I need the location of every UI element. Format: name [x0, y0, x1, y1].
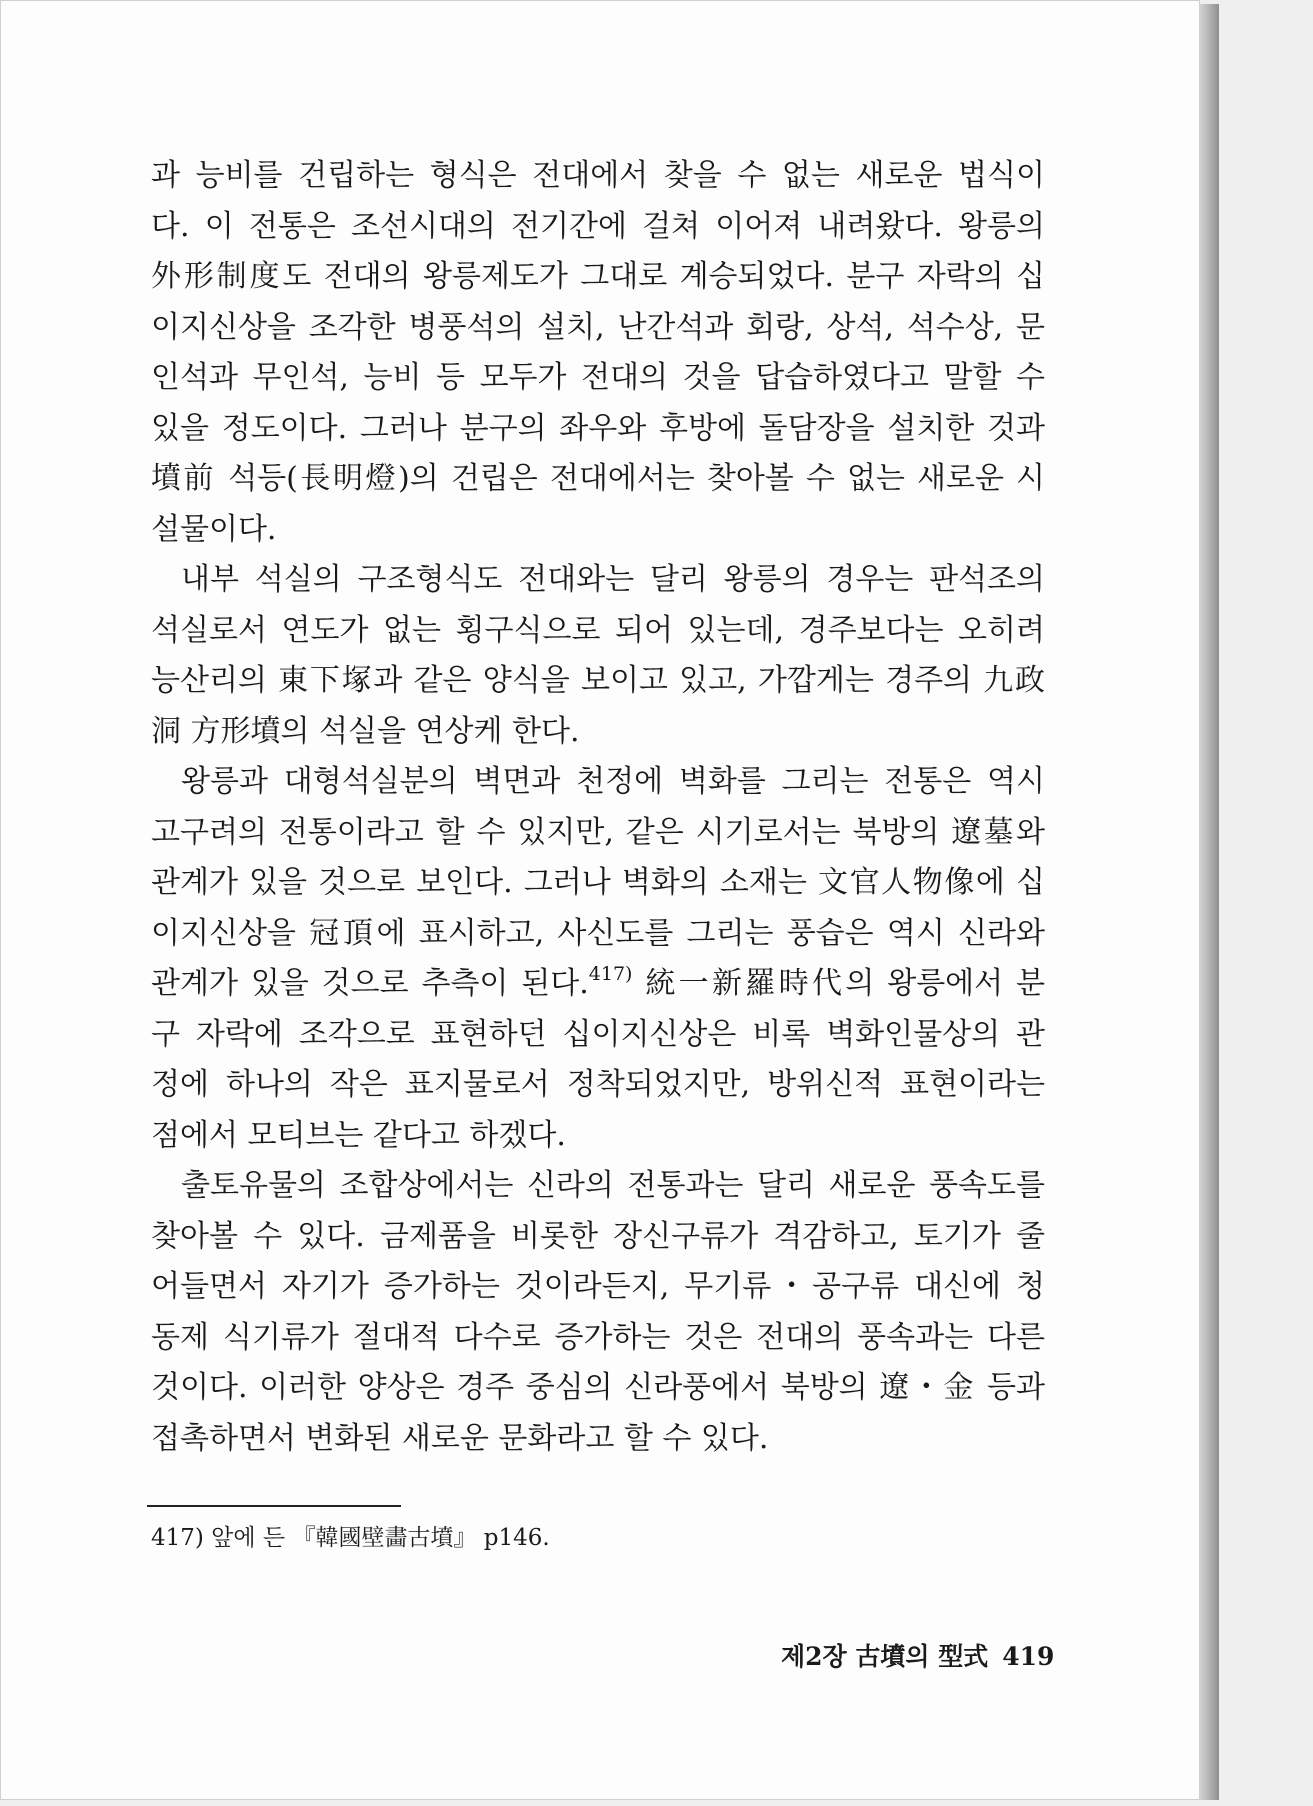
text-line: 출토유물의 조합상에서는 신라의 전통과는 달리 새로운 풍속도를 [181, 1168, 1045, 1203]
text-line: 인석과 무인석, 능비 등 모두가 전대의 것을 답습하였다고 말할 수 [151, 360, 1045, 395]
text-line: 있을 정도이다. 그러나 분구의 좌우와 후방에 돌담장을 설치한 것과 [151, 410, 1045, 446]
footnote-line-after: 統一新羅時代의 왕릉에서 분 [632, 966, 1045, 1001]
text-line: 이지신상을 조각한 병풍석의 설치, 난간석과 회랑, 상석, 석수상, 문 [151, 309, 1045, 345]
text-line: 내부 석실의 구조형식도 전대와는 달리 왕릉의 경우는 판석조의 [181, 562, 1045, 597]
text-line: 정에 하나의 작은 표지물로서 정착되었지만, 방위신적 표현이라는 [151, 1067, 1045, 1102]
text-line: 관계가 있을 것으로 보인다. 그러나 벽화의 소재는 文官人物像에 십 [151, 865, 1045, 900]
text-line-with-footnote-ref [151, 959, 1045, 1010]
text-line: 다. 이 전통은 조선시대의 전기간에 걸쳐 이어져 내려왔다. 왕릉의 [151, 208, 1045, 244]
running-footer [781, 1637, 1054, 1673]
text-line: 접촉하면서 변화된 새로운 문화라고 할 수 있다. [151, 1420, 769, 1456]
text-line: 구 자락에 조각으로 표현하던 십이지신상은 비록 벽화인물상의 관 [151, 1016, 1045, 1052]
text-line: 설물이다. [151, 511, 277, 547]
paragraph-3 [151, 757, 1045, 1161]
text-line: 이지신상을 冠頂에 표시하고, 사신도를 그리는 풍습은 역시 신라와 [151, 915, 1045, 951]
text-line: 어들면서 자기가 증가하는 것이라든지, 무기류・공구류 대신에 청 [151, 1269, 1045, 1304]
text-line: 것이다. 이러한 양상은 경주 중심의 신라풍에서 북방의 遼・金 등과 [151, 1370, 1045, 1405]
paragraph-1 [151, 151, 1045, 555]
text-line: 고구려의 전통이라고 할 수 있지만, 같은 시기로서는 북방의 遼墓와 [151, 814, 1045, 850]
footnote-line-before: 관계가 있을 것으로 추측이 된다. [151, 966, 589, 1001]
footnote-ref[interactable]: 417) [588, 963, 633, 985]
chapter-title: 제2장 古墳의 型式 [781, 1642, 989, 1671]
page-number: 419 [1002, 1642, 1055, 1671]
text-line: 墳前 석등(長明燈)의 건립은 전대에서는 찾아볼 수 없는 새로운 시 [151, 461, 1045, 496]
footnote: 417) 앞에 든 『韓國壁畵古墳』 p146. [151, 1525, 550, 1551]
footnote-rule [147, 1505, 401, 1507]
text-line: 능산리의 東下塚과 같은 양식을 보이고 있고, 가깝게는 경주의 九政 [151, 663, 1045, 698]
text-line: 점에서 모티브는 같다고 하겠다. [151, 1117, 566, 1153]
text-line: 과 능비를 건립하는 형식은 전대에서 찾을 수 없는 새로운 법식이 [151, 158, 1045, 193]
text-line: 찾아볼 수 있다. 금제품을 비롯한 장신구류가 격감하고, 토기가 줄 [151, 1218, 1045, 1254]
body-text [151, 151, 1045, 1464]
text-line: 洞 方形墳의 석실을 연상케 한다. [151, 713, 580, 749]
text-line: 外形制度도 전대의 왕릉제도가 그대로 계승되었다. 분구 자락의 십 [151, 259, 1045, 294]
text-line: 왕릉과 대형석실분의 벽면과 천정에 벽화를 그리는 전통은 역시 [181, 764, 1045, 799]
paragraph-4 [151, 1161, 1045, 1464]
paragraph-2 [151, 555, 1045, 757]
text-line: 석실로서 연도가 없는 횡구식으로 되어 있는데, 경주보다는 오히려 [151, 612, 1045, 648]
text-line: 동제 식기류가 절대적 다수로 증가하는 것은 전대의 풍속과는 다른 [151, 1319, 1045, 1355]
